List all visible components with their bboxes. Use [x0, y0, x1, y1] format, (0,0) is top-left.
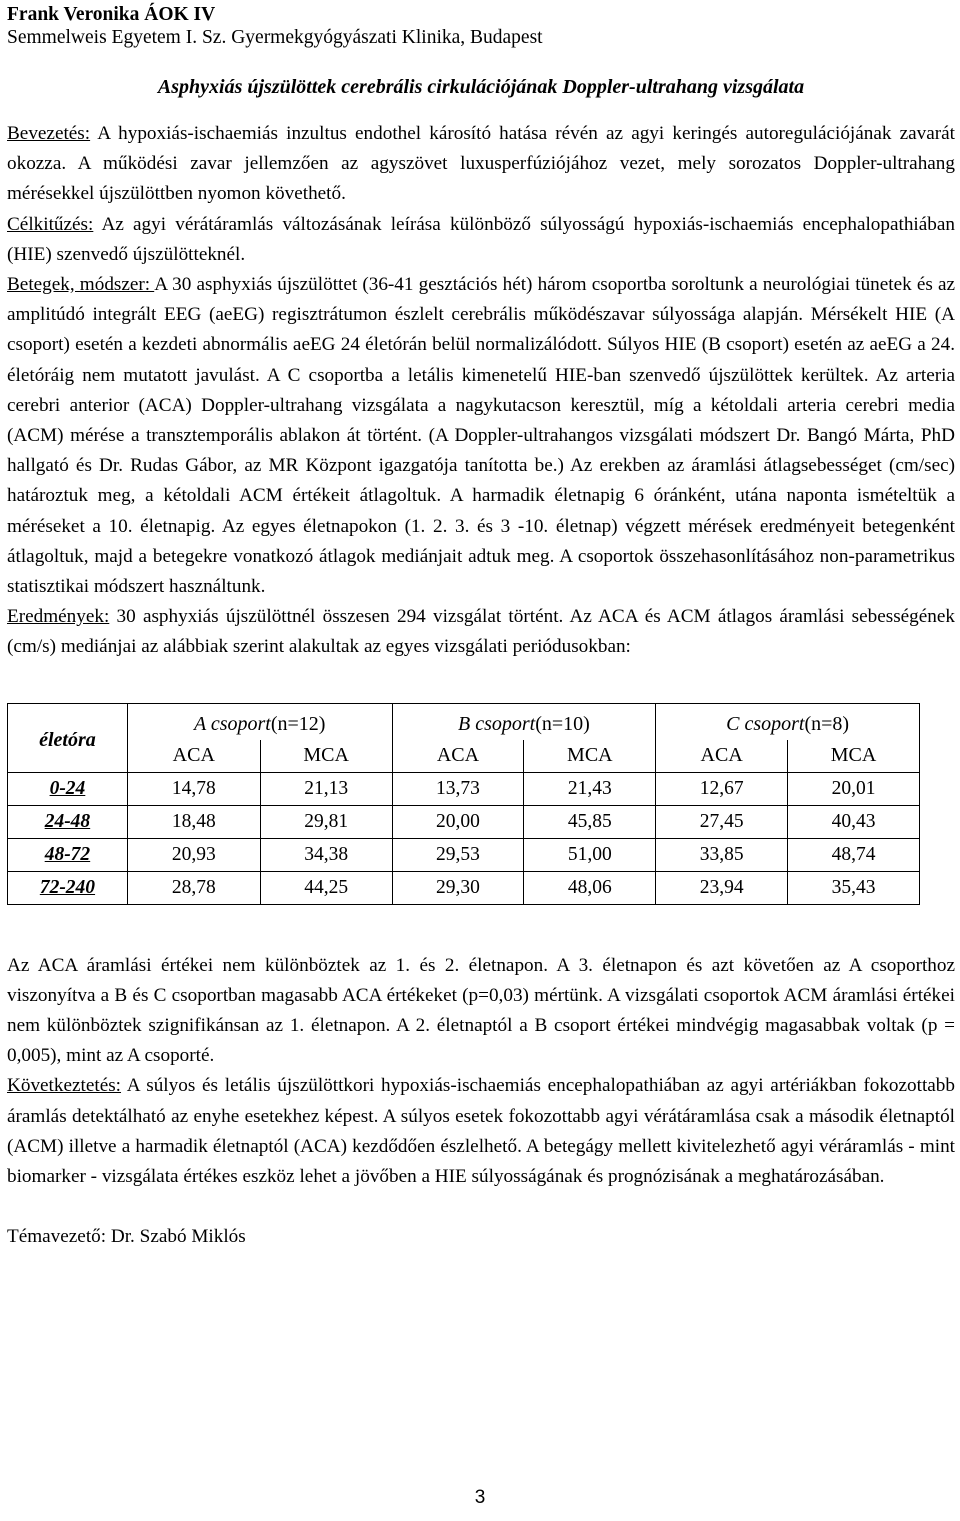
abstract-title: Asphyxiás újszülöttek cerebrális cirkulációjának Doppler-ultrahang vizsgálata	[157, 76, 805, 98]
methods-paragraph	[7, 270, 955, 602]
aim-paragraph	[7, 210, 955, 270]
row-label: 24-48	[8, 805, 128, 838]
table-cell: 13,73	[392, 772, 524, 805]
table-cell: 28,78	[127, 871, 260, 904]
table-cell: 21,43	[524, 772, 656, 805]
intro-paragraph	[7, 119, 955, 210]
col-c-aca: ACA	[656, 740, 788, 773]
table-cell: 20,00	[392, 805, 524, 838]
table-row	[8, 871, 920, 904]
table-cell: 45,85	[524, 805, 656, 838]
col-c-mca: MCA	[788, 740, 920, 773]
table-cell: 20,01	[788, 772, 920, 805]
col-a-mca: MCA	[260, 740, 392, 773]
table-cell: 51,00	[524, 838, 656, 871]
group-c-header: C csoport(n=8)	[656, 703, 920, 740]
results-table-wrapper	[7, 703, 955, 905]
table-cell: 23,94	[656, 871, 788, 904]
intro-text: A hypoxiás-ischaemiás inzultus endothel károsító hatása révén az agyi keringés autoregulációjának zavarát okozza. A működési zavar jellemzően az agyszövet luxusperfúziójához vezet, mely sorozatos Doppler-ultrahang mérésekkel újszülöttben nyomon követhető.	[7, 123, 955, 205]
row-label: 72-240	[8, 871, 128, 904]
conclusion-label: Következtetés:	[7, 1075, 122, 1097]
row-label: 48-72	[8, 838, 128, 871]
results-label: Eredmények:	[7, 606, 110, 628]
affiliation-line: Semmelweis Egyetem I. Sz. Gyermekgyógyászati Klinika, Budapest	[7, 27, 543, 48]
table-cell: 29,53	[392, 838, 524, 871]
col-a-aca: ACA	[127, 740, 260, 773]
methods-text: A 30 asphyxiás újszülöttet (36-41 gesztációs hét) három csoportba soroltunk a neurológiai tünetek és az amplitúdó integrált EEG (aeEG) regisztrátumon észlelt cerebrális működészavar súlyossága alapján. Mérsékelt HIE (A csoport) esetén a kezdeti abnormális aeEG 24 életórán belül normalizálódott. Súlyos HIE (B csoport) esetén az aeEG a 24. életóráig nem mutatott javulást. A C csoportba a letális kimenetelű HIE-ban szenvedő újszülöttek kerültek. Az arteria cerebri anterior (ACA) Doppler-ultrahang vizsgálata a nagykutacson keresztül, míg a kétoldali arteria cerebri media (ACM) mérése a transztemporális ablakon át történt. (A Doppler-ultrahangos vizsgálati módszert Dr. Bangó Márta, PhD hallgató és Dr. Rudas Gábor, az MR Központ igazgatója tanította be.) Az erekben az áramlási átlagsebességet (cm/sec) határoztuk meg, a kétoldali ACM értékeit átlagoltuk. A harmadik életnapig 6 óránként, utána naponta ismételtük a méréseket a 10. életnapig. Az egyes életnapokon (1. 2. 3. és 3 -10. életnap) végzett mérések eredményeit betegenként átlagoltuk, majd a betegekre vonatkozó átlagok mediánjait adtuk meg. A csoportok összehasonlításához non-parametrikus statisztikai módszert használtunk.	[7, 274, 955, 598]
table-row	[8, 838, 920, 871]
document-page	[0, 4, 960, 1521]
results-text: 30 asphyxiás újszülöttnél összesen 294 vizsgálat történt. Az ACA és ACM átlagos áramlási sebességének (cm/s) mediánjai az alábbiak szerint alakultak az egyes vizsgálati periódusokban:	[7, 606, 955, 658]
col-b-aca: ACA	[392, 740, 524, 773]
conclusion-text: A súlyos és letális újszülöttkori hypoxiás-ischaemiás encephalopathiában az agyi artériákban fokozottabb áramlás detektálható az enyhe esetekhez képest. A súlyos esetek fokozottabb agyi vérátáramlása csak a második életnaptól (ACM) illetve a harmadik életnaptól (ACA) kezdődően észlelhető. A betegágy mellett kivitelezhető agyi véráramlás - mint biomarker - vizsgálata értékes eszköz lehet a jövőben a HIE súlyosságának és prognózisának a meghatározásában.	[7, 1075, 955, 1188]
table-cell: 20,93	[127, 838, 260, 871]
intro-label: Bevezetés:	[7, 123, 91, 144]
page-number: 3	[474, 1487, 486, 1508]
table-cell: 34,38	[260, 838, 392, 871]
table-row	[8, 805, 920, 838]
row-header-cell: életóra	[8, 703, 128, 772]
table-cell: 35,43	[788, 871, 920, 904]
table-cell: 14,78	[127, 772, 260, 805]
group-a-header: A csoport(n=12)	[127, 703, 392, 740]
supervisor-line: Témavezető: Dr. Szabó Miklós	[7, 1226, 246, 1248]
table-cell: 29,81	[260, 805, 392, 838]
table-cell: 27,45	[656, 805, 788, 838]
results-table	[7, 703, 920, 905]
table-cell: 18,48	[127, 805, 260, 838]
table-cell: 12,67	[656, 772, 788, 805]
table-subheader-row	[8, 740, 920, 773]
group-b-header: B csoport(n=10)	[392, 703, 656, 740]
table-cell: 44,25	[260, 871, 392, 904]
aim-text: Az agyi vérátáramlás változásának leírása különböző súlyosságú hypoxiás-ischaemiás encephalopathiában (HIE) szenvedő újszülötteknél.	[7, 213, 955, 265]
table-cell: 29,30	[392, 871, 524, 904]
conclusion-paragraph	[7, 1071, 955, 1192]
table-cell: 33,85	[656, 838, 788, 871]
table-cell: 48,06	[524, 871, 656, 904]
aim-label: Célkitűzés:	[7, 213, 94, 235]
table-cell: 21,13	[260, 772, 392, 805]
spacer	[7, 905, 955, 951]
author-line: Frank Veronika ÁOK IV	[7, 4, 216, 25]
after-table-paragraph: Az ACA áramlási értékei nem különböztek az 1. és 2. életnapon. A 3. életnapon és azt követően az A csoporthoz viszonyítva a B és C csoportban magasabb ACA értékeket (p=0,03) mértünk. A vizsgálati csoportok ACM áramlási értékei nem különböztek szignifikánsan az 1. életnapon. A 2. életnaptól a B csoport értékei mindvégig magasabbak voltak (p = 0,005), mint az A csoporté.	[7, 954, 955, 1067]
table-row	[8, 772, 920, 805]
table-group-header-row	[8, 703, 920, 740]
methods-label: Betegek, módszer:	[7, 274, 155, 296]
col-b-mca: MCA	[524, 740, 656, 773]
table-cell: 40,43	[788, 805, 920, 838]
table-cell: 48,74	[788, 838, 920, 871]
results-paragraph	[7, 602, 955, 662]
row-label: 0-24	[8, 772, 128, 805]
